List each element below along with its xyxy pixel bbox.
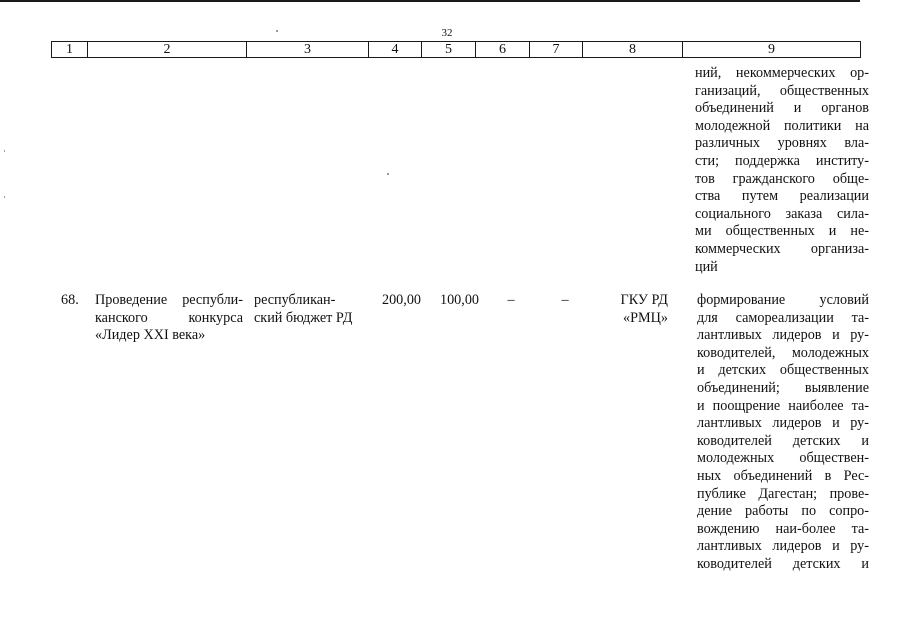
text-line: сти; поддержка институ-	[695, 152, 869, 169]
text-line: для самореализации та-	[697, 309, 869, 326]
column-number-7: 7	[530, 42, 583, 58]
row-68-funding-source	[254, 292, 369, 327]
column-number-3: 3	[247, 42, 369, 58]
continuation-col9-text	[695, 65, 869, 276]
row-68-col4-amount: 200,00	[381, 292, 421, 308]
column-number-header	[51, 41, 861, 58]
text-line: ганизаций, общественных	[695, 82, 869, 99]
text-line: ми общественных и не-	[695, 223, 869, 240]
text-line: объединений; выявление	[697, 379, 869, 396]
text-line: молодежных обществен-	[697, 450, 869, 467]
text-line: лантливых лидеров и ру-	[697, 327, 869, 344]
scan-mark	[387, 173, 389, 175]
text-line: тов гражданского обще-	[695, 170, 869, 187]
text-line: канского конкурса	[95, 309, 243, 326]
text-line: социального заказа сила-	[695, 205, 869, 222]
text-line: ководителей детских и	[697, 432, 869, 449]
text-line: ний, некоммерческих ор-	[695, 65, 869, 81]
row-68-col5-amount: 100,00	[439, 292, 479, 308]
text-line: лантливых лидеров и ру-	[697, 415, 869, 432]
top-border-rule	[0, 0, 860, 2]
text-line: ководителей детских и	[697, 555, 869, 572]
column-number-6: 6	[476, 42, 530, 58]
column-number-2: 2	[88, 42, 247, 58]
page-number: 32	[441, 27, 453, 39]
text-line: «РМЦ»	[623, 309, 668, 326]
column-number-9: 9	[683, 42, 861, 58]
row-68-number: 68.	[61, 292, 79, 308]
text-line: вождению наи-более та-	[697, 520, 869, 537]
text-line: молодежной политики на	[695, 117, 869, 134]
column-number-5: 5	[422, 42, 476, 58]
column-number-1: 1	[52, 42, 88, 58]
text-line: объединений и органов	[695, 100, 869, 117]
row-68-expected-result	[697, 292, 869, 574]
row-68-col6-dash: –	[507, 292, 515, 308]
text-line: ководителей, молодежных	[697, 344, 869, 361]
text-line: Проведение республи-	[95, 292, 243, 308]
text-line: и поощрение наиболее та-	[697, 397, 869, 414]
column-number-8: 8	[583, 42, 683, 58]
scan-mark	[276, 30, 278, 32]
text-line: ства путем реализации	[695, 188, 869, 205]
text-line: формирование условий	[697, 292, 869, 308]
text-line: республикан-	[254, 292, 336, 308]
row-68-executor	[590, 292, 668, 327]
row-68-activity-name	[95, 292, 243, 345]
text-line: различных уровнях вла-	[695, 135, 869, 152]
column-number-row	[52, 42, 861, 58]
scan-mark	[4, 196, 5, 198]
text-line: и детских общественных	[697, 362, 869, 379]
text-line: «Лидер XXI века»	[95, 327, 206, 344]
text-line: ций	[695, 258, 718, 275]
text-line: публике Дагестан; прове-	[697, 485, 869, 502]
scan-mark	[4, 150, 5, 152]
text-line: лантливых лидеров и ру-	[697, 538, 869, 555]
text-line: ГКУ РД	[620, 292, 668, 308]
text-line: ных объединений в Рес-	[697, 467, 869, 484]
column-number-4: 4	[369, 42, 422, 58]
text-line: коммерческих организа-	[695, 240, 869, 257]
text-line: дение работы по сопро-	[697, 503, 869, 520]
row-68-col7-dash: –	[561, 292, 569, 308]
text-line: ский бюджет РД	[254, 309, 353, 326]
